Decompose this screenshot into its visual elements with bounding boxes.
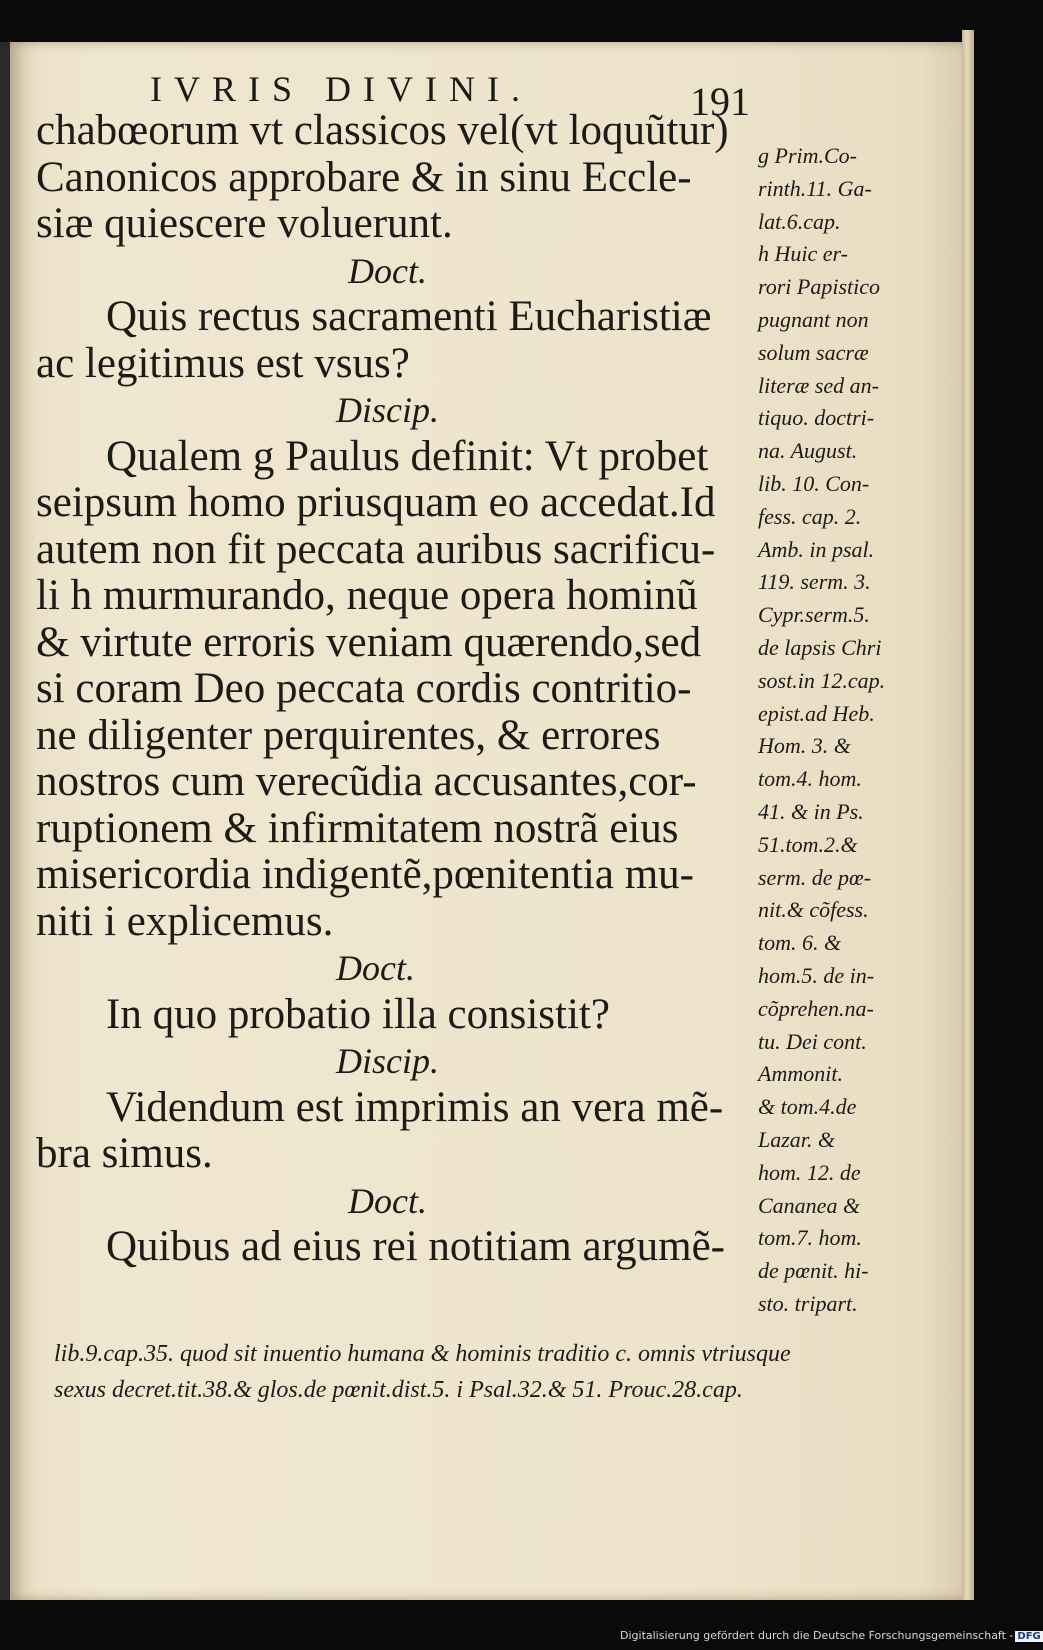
margin-note-line: tom.4. hom. — [758, 766, 862, 792]
footnotes — [54, 1336, 914, 1408]
margin-note-line: Lazar. & — [758, 1126, 836, 1152]
speaker-label: Doct. — [348, 1180, 427, 1221]
speaker-label: Discip. — [336, 1041, 439, 1081]
text-line: Videndum est imprimis an vera mẽ- — [106, 1083, 724, 1131]
margin-note-line: sto. tripart. — [758, 1290, 858, 1316]
margin-note-line: Cananea & — [758, 1192, 861, 1218]
running-title: IVRIS DIVINI. — [150, 69, 532, 109]
main-text-block — [36, 108, 756, 1271]
margin-note-line: fess. cap. 2. — [758, 503, 862, 529]
text-line: seipsum homo priusquam eo accedat.Id — [36, 479, 716, 526]
margin-note-line: na. August. — [758, 438, 858, 464]
book-gutter — [0, 42, 10, 1600]
margin-note-line: lib. 10. Con- — [758, 470, 870, 496]
text-line: niti i explicemus. — [36, 897, 334, 945]
margin-note-line: hom.5. de in- — [758, 962, 875, 988]
text-line: misericordia indigentẽ,pœnitentia mu- — [36, 851, 694, 898]
text-line: Qualem g Paulus definit: Vt probet — [106, 432, 709, 480]
margin-note-line: h Huic er- — [758, 241, 848, 267]
speaker-label: Doct. — [336, 948, 415, 988]
margin-note-line: tu. Dei cont. — [758, 1028, 867, 1054]
text-line: si coram Deo peccata cordis contritio- — [36, 665, 692, 712]
margin-note-line: literæ sed an- — [758, 372, 879, 398]
margin-note-line: rori Papistico — [758, 274, 881, 300]
speaker-label: Discip. — [336, 390, 439, 430]
margin-note-line: 119. serm. 3. — [758, 569, 871, 595]
margin-note-line: tom.7. hom. — [758, 1225, 862, 1251]
text-line: autem non fit peccata auribus sacrificu- — [36, 525, 716, 573]
text-line: In quo probatio illa consistit? — [106, 990, 610, 1038]
margin-note-line: rinth.11. Ga- — [758, 175, 872, 201]
text-line: Canonicos approbare & in sinu Eccle- — [36, 153, 692, 201]
text-line: & virtute erroris veniam quærendo,sed — [36, 618, 702, 666]
margin-note-line: solum sacræ — [758, 339, 869, 365]
speaker-label: Doct. — [348, 250, 427, 291]
text-line: li h murmurando, neque opera hominũ — [36, 572, 698, 619]
digitization-credit — [620, 1629, 1043, 1642]
text-line: chabœorum vt classicos vel(vt loquũtur) — [36, 107, 729, 154]
text-line: ruptionem & infirmitatem nostrã eius — [36, 804, 679, 852]
margin-note-line: sost.in 12.cap. — [758, 667, 886, 693]
margin-note-line: g Prim.Co- — [758, 143, 857, 168]
text-line: Quibus ad eius rei notitiam argumẽ- — [106, 1223, 725, 1270]
margin-note-line: Ammonit. — [758, 1061, 843, 1087]
text-line: bra simus. — [36, 1130, 213, 1177]
margin-note-line: lat.6.cap. — [758, 208, 841, 234]
margin-note-line: hom. 12. de — [758, 1159, 861, 1185]
margin-note-line: epist.ad Heb. — [758, 700, 875, 726]
footnote-line: lib.9.cap.35. quod sit inuentio humana & hominis traditio c. omnis vtriusque — [54, 1341, 791, 1367]
margin-note-line: Hom. 3. & — [758, 733, 851, 759]
margin-note-line: cõprehen.na- — [758, 995, 874, 1021]
margin-note-line: tom. 6. & — [758, 930, 842, 956]
margin-note-line: serm. de pœ- — [758, 864, 872, 890]
page-number: 191 — [690, 79, 750, 124]
margin-note-line: Amb. in psal. — [758, 536, 875, 562]
margin-note-line: tiquo. doctri- — [758, 405, 875, 431]
margin-note-line: pugnant non — [758, 306, 869, 332]
margin-note-line: Cypr.serm.5. — [758, 602, 870, 628]
text-line: siæ quiescere voluerunt. — [36, 200, 453, 247]
text-line: nostros cum verecũdia accusantes,cor- — [36, 758, 697, 805]
margin-note-line: 51.tom.2.& — [758, 831, 858, 857]
text-line: ne diligenter perquirentes, & errores — [36, 711, 661, 759]
margin-note-line: de lapsis Chri — [758, 634, 882, 660]
credit-text: Digitalisierung gefördert durch die Deutsche Forschungsgemeinschaft - — [620, 1629, 1014, 1642]
dfg-logo: DFG — [1017, 1631, 1041, 1642]
text-line: Quis rectus sacramenti Eucharistiæ — [106, 293, 712, 340]
page-edge — [962, 30, 974, 1600]
margin-note-line: nit.& cõfess. — [758, 897, 869, 923]
footnote-line: sexus decret.tit.38.& glos.de pœnit.dist.5. i Psal.32.& 51. Prouc.28.cap. — [54, 1377, 743, 1403]
text-line: ac legitimus est vsus? — [36, 339, 410, 387]
margin-note-line: & tom.4.de — [758, 1094, 857, 1120]
margin-note-line: de pœnit. hi- — [758, 1258, 869, 1284]
margin-note-line: 41. & in Ps. — [758, 798, 864, 824]
marginal-notes — [758, 140, 908, 1321]
